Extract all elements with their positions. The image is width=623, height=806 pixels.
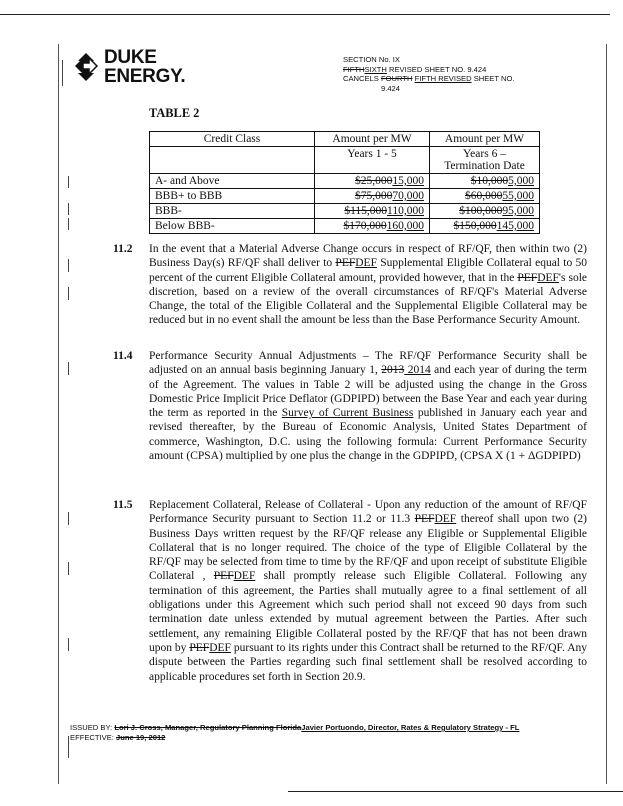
amount-inserted: 160,000 [386,220,424,232]
amount-deleted: $10,000 [470,175,509,187]
revision-bar [68,736,69,758]
inserted-text: 2014 [404,364,431,377]
table-subheader-cell [430,147,540,174]
amount-inserted: 70,000 [392,190,424,202]
deleted-text: PEF [213,570,234,583]
bottom-rule [288,791,623,792]
amount-deleted: $170,000 [343,220,387,232]
amount-cell [315,189,430,204]
amount-deleted: $150,000 [453,220,497,232]
top-rule [0,14,610,15]
table-row [150,189,540,204]
text-run: Supplemental Eligible Collateral equal to 50 percent of the current Eligible Collateral amount, provided however, that in the [149,257,587,284]
text-run: thereof shall upon two (2) Business Days written request by the RF/QF release any Eligible or Supplemental Eligible Collateral that is no longer required. The choice of the type of Eligible Collateral by the RF/QF may be selected from time to time by the RF/QF and upon receipt of substitute Eligible Collateral , [149,513,587,583]
credit-class-cell: A- and Above [150,174,315,189]
cancels-inserted: FIFTH REVISED [414,74,472,84]
credit-class-table [149,131,540,234]
deleted-text: PEF [414,513,435,526]
text-run: Replacement Collateral, Release of Collateral - Upon any reduction of the amount of RF/QF Performance Security pursuant to Section 11.2 or 11.3 [149,499,587,526]
logo-line1: DUKE [104,47,157,68]
text-run: In the event that a Material Adverse Change occurs in respect of RF/QF, then within two (2) Business Day(s) RF/QF shall deliver to [149,243,587,270]
amount-deleted: $115,000 [344,205,388,217]
revision-bar [68,362,69,375]
issued-footer [70,723,550,742]
table-header-row [150,132,540,147]
table-header-cell: Credit Class [150,132,315,147]
revision-bar [62,60,63,86]
subheader-years: Years 6 – [463,148,506,160]
amount-inserted: 95,000 [502,205,534,217]
amount-inserted: 110,000 [387,205,424,217]
effective-deleted: June 19, 2012 [116,732,166,742]
inserted-text: DEF [537,271,559,284]
sheet-line [343,65,543,75]
sheet-header [343,55,543,93]
effective-label: EFFECTIVE: [70,732,116,742]
deleted-text: PEF [517,271,538,284]
amount-inserted: 55,000 [502,190,534,202]
duke-energy-logo [72,48,185,86]
issued-deleted: Lori J. Cross, Manager, Regulatory Planning Florida [114,723,302,732]
amount-deleted: $75,000 [355,190,393,202]
cancels-line [343,74,543,84]
inserted-text: DEF [233,570,256,583]
inserted-text: DEF [209,641,231,654]
revision-bar [68,203,69,215]
credit-class-cell: BBB+ to BBB [150,189,315,204]
revision-bar [68,176,69,188]
sheet-inserted: SIXTH [364,64,387,74]
amount-deleted: $25,000 [355,175,393,187]
table-title: TABLE 2 [149,106,200,120]
cancels-sheet-number: 9.424 [381,83,401,93]
page-left-border [58,44,59,784]
cancels-prefix: CANCELS [343,74,381,84]
revision-bar [68,259,69,272]
table-row [150,174,540,189]
table-header-cell: Amount per MW [315,132,430,147]
credit-class-cell: Below BBB- [150,219,315,234]
text-run: pursuant to its rights under this Contract shall be returned to the RF/QF. Any dispute between the Parties regarding such final settlement shall be resolved according to applicable procedures set forth in Section 20.9. [149,641,587,683]
deleted-text: PEF [335,257,356,270]
revision-bar [68,638,69,651]
amount-cell [315,204,430,219]
section-text [149,349,587,463]
issued-label: ISSUED BY: [70,723,115,732]
duke-energy-logo-icon [72,52,100,82]
section-number: 11.5 [113,499,133,511]
inserted-text: DEF [355,257,377,270]
cancels-deleted: FOURTH [380,74,413,84]
table-header-cell: Amount per MW [430,132,540,147]
table-row [150,219,540,234]
text-run: and each year of during the term of the Agreement. The values in Table 2 will be adjusted using the change in the Gross Domestic Price Implicit Price Deflator (GDPIPD) between the Base Year and each year during the term as reported in the [149,364,588,420]
table-subheader-row [150,147,540,174]
amount-deleted: $60,000 [465,190,503,202]
subheader-termination: Termination Date [444,160,525,172]
text-run: Performance Security Annual Adjustments – The RF/QF Performance Security shall be adjusted on an annual basis beginning January 1, [149,350,587,377]
section-number: 11.4 [113,350,133,362]
amount-cell [430,219,540,234]
section-text [149,242,587,328]
credit-class-cell: BBB- [150,204,315,219]
amount-cell [315,219,430,234]
deleted-text: 2013 [381,364,405,377]
sheet-deleted: FIFTH [343,64,365,74]
revision-bar [68,218,69,230]
revision-bar [68,562,69,575]
page-right-border [606,44,607,784]
amount-cell [430,204,540,219]
sheet-rest: REVISED SHEET NO. 9.424 [386,64,487,74]
section-text [149,498,587,684]
revision-bar [68,287,69,300]
issued-by-line [70,723,550,733]
publication-title: Survey of Current Business [281,407,414,420]
amount-cell [430,189,540,204]
amount-cell [430,174,540,189]
effective-line [70,733,550,743]
amount-inserted: 145,000 [496,220,534,232]
revision-bar [68,512,69,525]
text-run: 's sole discretion, based on a review of the overall circumstances of RF/QF's Material Adverse Change, the total of the Eligible Collateral and the Supplemental Eligible Collateral may be reduced but in no event shall the amount be less than the Base Performance Security Amount. [149,271,588,327]
amount-deleted: $100,000 [459,205,503,217]
table-row [150,204,540,219]
section-number: 11.2 [113,243,133,255]
amount-cell [315,174,430,189]
issued-inserted: Javier Portuondo, Director, Rates & Regulatory Strategy - FL [301,723,520,732]
amount-inserted: 15,000 [392,175,424,187]
deleted-text: PEF [189,641,210,654]
table-subheader-cell: Years 1 - 5 [315,147,430,174]
logo-line2: ENERGY. [104,66,186,87]
section-number: SECTION No. IX [343,55,400,64]
text-run: shall promptly release such Eligible Collateral. Following any termination of this agreement, the Parties shall mutually agree to a final settlement of all obligations under this Agreement which such period shall not exceed 90 days from such termination date unless extended by mutual agreement between the Parties. After such settlement, any remaining Eligible Collateral posted by the RF/QF that has not been drawn upon by [149,570,587,654]
amount-inserted: 5,000 [508,175,534,187]
cancels-rest: SHEET NO. [471,74,515,84]
inserted-text: DEF [434,513,457,526]
table-subheader-cell [150,147,315,174]
text-run: published in January each year and revised thereafter, by the Bureau of Economic Analysis, United States Department of commerce, Washington, D.C. using the following formula: Current Performance Security amount (CPSA) multiplied by one plus the change in the GDPIPD, (CPSA X (1 + ΔGDPIPD) [149,407,588,463]
